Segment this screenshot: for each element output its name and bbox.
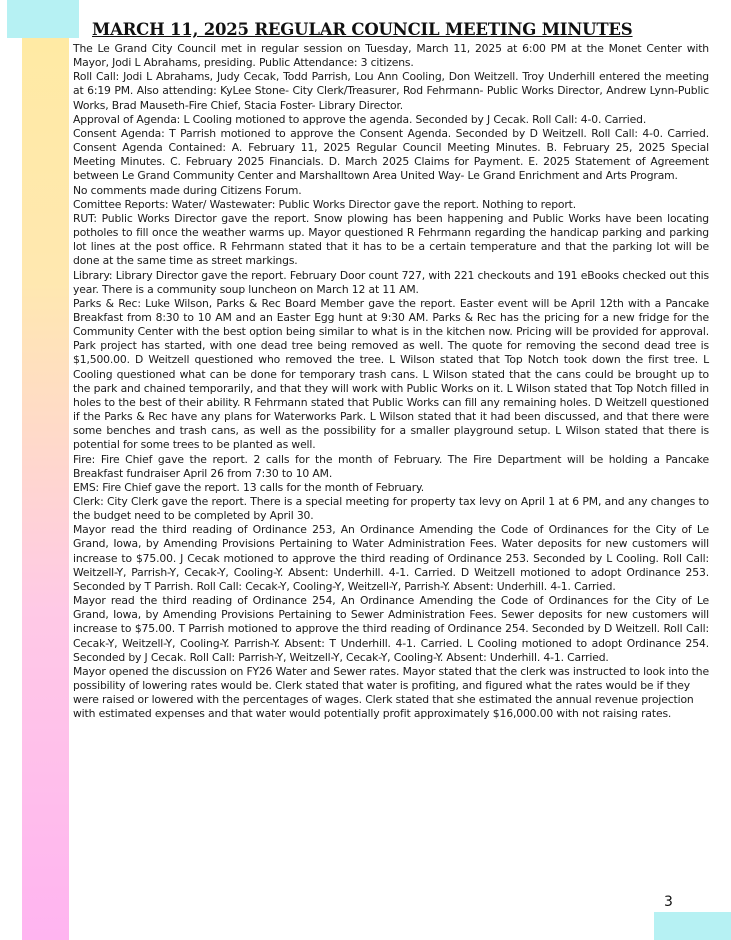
paragraph-committee-reports: Comittee Reports: Water/ Wastewater: Public Works Director gave the report. Nothing to report. (73, 197, 577, 211)
paragraph-session: The Le Grand City Council met in regular session on Tuesday, March 11, 2025 at 6:00 PM at the Monet Center with Mayor, Jodi L Abrahams, presiding. Public Attendance: 3 citizens. (73, 42, 709, 70)
paragraph-clerk: Clerk: City Clerk gave the report. There is a special meeting for property tax levy on April 1 at 6 PM, and any changes to the budget need to be completed by April 30. (73, 495, 709, 523)
page-number: 3 (664, 894, 673, 910)
paragraph-roll-call: Roll Call: Jodi L Abrahams, Judy Cecak, Todd Parrish, Lou Ann Cooling, Don Weitzell. Troy Underhill entered the meeting at 6:19 PM. Also attending: KyLee Stone- City Clerk/Treasurer, Rod Fehrmann- Public Works Director, Andrew Lynn-Public Works, Brad Mauseth-Fire Chief, Stacia Foster- Library Director. (73, 70, 709, 112)
decorative-corner-bottom (654, 912, 731, 940)
paragraph-library: Library: Library Director gave the report. February Door count 727, with 221 checkouts and 191 eBooks checked out this year. There is a community soup luncheon on March 12 at 11 AM. (73, 268, 709, 296)
paragraph-rut: RUT: Public Works Director gave the report. Snow plowing has been happening and Public Works have been locating potholes to fill once the weather warms up. Mayor questioned R Fehrmann regarding the handicap parking and parking lot lines at the post office. R Fehrmann stated that it has to be a certain temperature and that the parking lot will be done at the same time as street markings. (73, 211, 709, 268)
page-title: MARCH 11, 2025 REGULAR COUNCIL MEETING MINUTES (92, 20, 633, 39)
paragraph-parks-rec: Parks & Rec: Luke Wilson, Parks & Rec Board Member gave the report. Easter event will be April 12th with a Pancake Breakfast from 8:30 to 10 AM and an Easter Egg hunt at 9:30 AM. Parks & Rec has the pricing for a new fridge for the Community Center with the best option being similar to what is in the kitchen now. Pricing will be provided for approval. Park project has started, with one dead tree being removed as well. The quote for removing the second dead tree is $1,500.00. D Weitzell questioned who removed the tree. L Wilson stated that Top Notch took down the first tree. L Cooling questioned what can be done for temporary trash cans. L Wilson stated that the cans could be brought up to the park and chained temporarily, and that they will work with Public Works on it. L Wilson stated that Top Notch filled in holes to the best of their ability. R Fehrmann stated that Public Works can fill any remaining holes. D Weitzell questioned if the Parks & Rec have any plans for Waterworks Park. L Wilson stated that it had been discussed, and that there were some benches and trash cans, as well as the possibility for a smaller playground setup. L Wilson stated that there is potential for some trees to be planted as well. (73, 296, 709, 452)
decorative-corner-top (7, 0, 79, 38)
paragraph-citizens-forum: No comments made during Citizens Forum. (73, 183, 302, 197)
decorative-side-bar (22, 0, 69, 940)
paragraph-fire: Fire: Fire Chief gave the report. 2 calls for the month of February. The Fire Department will be holding a Pancake Breakfast fundraiser April 26 from 7:30 to 10 AM. (73, 452, 709, 480)
paragraph-ordinance-253: Mayor read the third reading of Ordinance 253, An Ordinance Amending the Code of Ordinances for the City of Le Grand, Iowa, by Amending Provisions Pertaining to Water Administration Fees. Water deposits for new customers will increase to $75.00. J Cecak motioned to approve the third reading of Ordinance 253. Seconded by L Cooling. Roll Call: Weitzell-Y, Parrish-Y, Cecak-Y, Cooling-Y. Absent: Underhill. 4-1. Carried. D Weitzell motioned to adopt Ordinance 253. Seconded by T Parrish. Roll Call: Cecak-Y, Cooling-Y, Weitzell-Y, Parrish-Y. Absent: Underhill. 4-1. Carried. (73, 523, 709, 593)
paragraph-water-sewer-rates: Mayor opened the discussion on FY26 Water and Sewer rates. Mayor stated that the clerk was instructed to look into the possibility of lowering rates would be. Clerk stated that water is profiting, and figured what the rates would be if they were raised or lowered with the percentages of wages. Clerk stated that she estimated the annual revenue projection with estimated expenses and that water would potentially profit approximately $16,000.00 with not raising rates. (73, 664, 709, 721)
paragraph-consent-agenda: Consent Agenda: T Parrish motioned to approve the Consent Agenda. Seconded by D Weitzell. Roll Call: 4-0. Carried. Consent Agenda Contained: A. February 11, 2025 Regular Council Meeting Minutes. B. February 25, 2025 Special Meeting Minutes. C. February 2025 Financials. D. March 2025 Claims for Payment. E. 2025 Statement of Agreement between Le Grand Community Center and Marshalltown Area United Way- Le Grand Enrichment and Arts Program. (73, 126, 709, 183)
minutes-body (73, 42, 709, 722)
paragraph-ems: EMS: Fire Chief gave the report. 13 calls for the month of February. (73, 480, 424, 494)
paragraph-agenda-approval: Approval of Agenda: L Cooling motioned to approve the agenda. Seconded by J Cecak. Roll Call: 4-0. Carried. (73, 112, 647, 126)
paragraph-ordinance-254: Mayor read the third reading of Ordinance 254, An Ordinance Amending the Code of Ordinances for the City of Le Grand, Iowa, by Amending Provisions Pertaining to Sewer Administration Fees. Sewer deposits for new customers will increase to $75.00. T Parrish motioned to approve the third reading of Ordinance 254. Seconded by D Weitzell. Roll Call: Cecak-Y, Weitzell-Y, Cooling-Y. Parrish-Y. Absent: T Underhill. 4-1. Carried. L Cooling motioned to adopt Ordinance 254. Seconded by J Cecak. Roll Call: Parrish-Y, Weitzell-Y, Cecak-Y, Cooling-Y. Absent: Underhill. 4-1. Carried. (73, 594, 709, 664)
